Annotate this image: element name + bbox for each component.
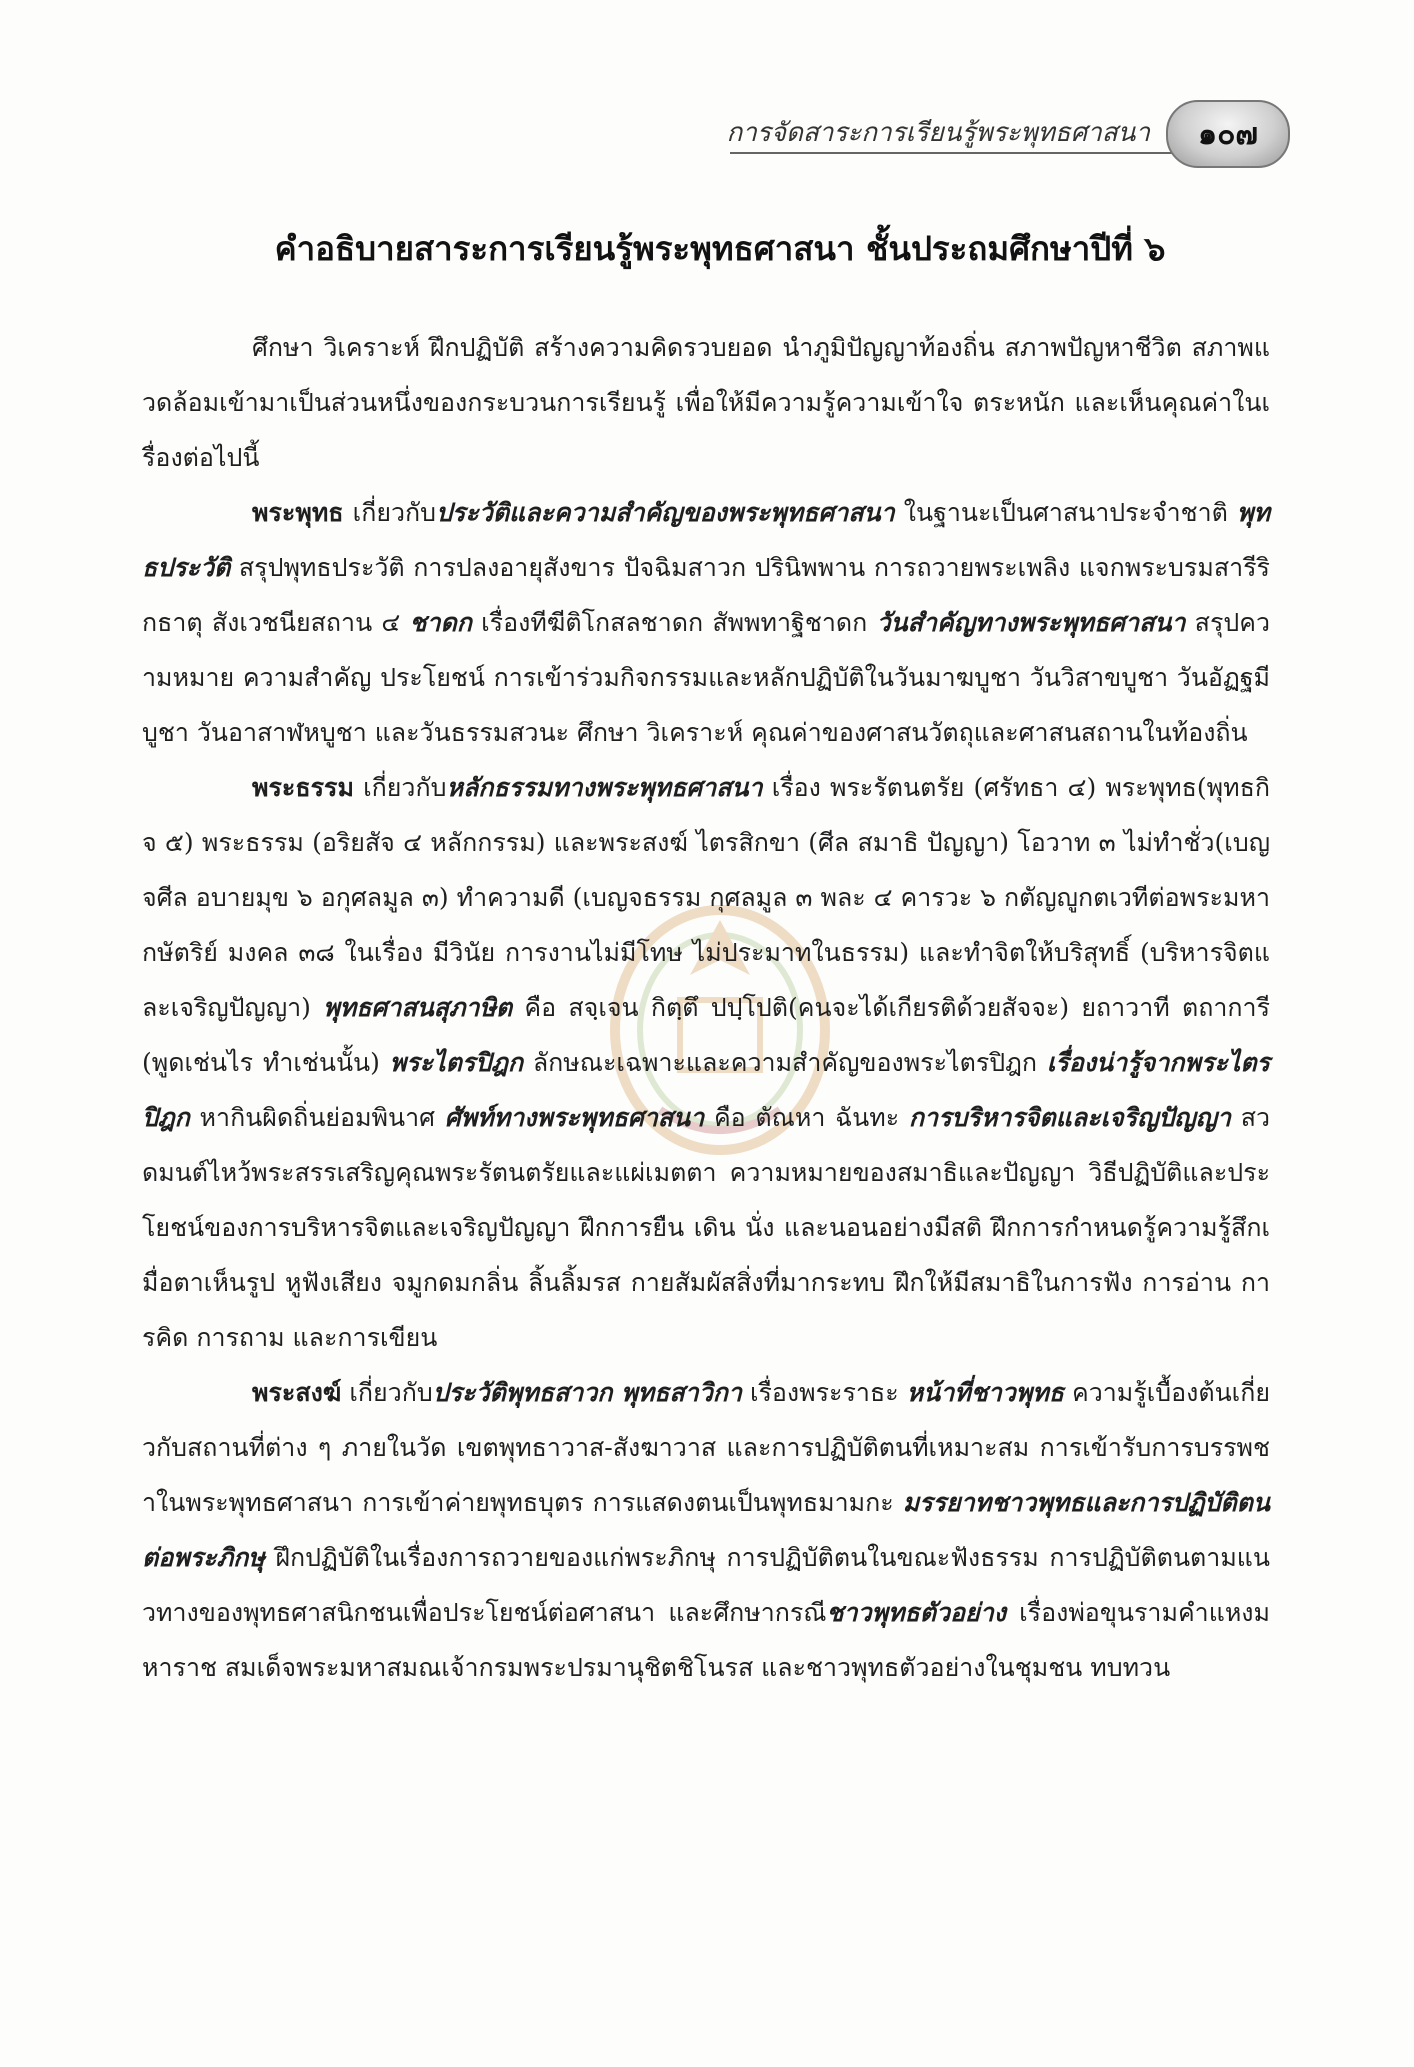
emphasis-term: เรื่องน่ารู้จากพระไตรปิฎก <box>142 1048 1270 1132</box>
emphasis-term: ชาดก <box>409 608 472 637</box>
text-run: คือ สจฺเจน กิตฺตึ ปปฺโปติ(คนจะได้เกียรติด้วยสัจจะ) ยถาวาที ตถาการี (พูดเช่นไร ทำเช่นนั้น) <box>142 993 1271 1077</box>
text-run: สวดมนต์ไหว้พระสรรเสริญคุณพระรัตนตรัยและแผ่เมตตา ความหมายของสมาธิและปัญญา วิธีปฏิบัติและประโยชน์ของการบริหารจิตและเจริญปัญญา ฝึกการยืน เดิน นั่ง และนอนอย่างมีสติ ฝึกการกำหนดรู้ความรู้สึกเมื่อตาเห็นรูป หูฟังเสียง จมูกดมกลิ่น ลิ้นลิ้มรส กายสัมผัสสิ่งที่มากระทบ ฝึกให้มีสมาธิในการฟัง การอ่าน การคิด การถาม และการเขียน <box>142 1103 1271 1352</box>
text-run: เกี่ยวกับ <box>343 498 437 527</box>
emphasis-term: พุทธประวัติ <box>142 498 1270 582</box>
page-title: คำอธิบายสาระการเรียนรู้พระพุทธศาสนา ชั้นประถมศึกษาปีที่ ๖ <box>274 229 1166 268</box>
emphasis-term: พุทธศาสนสุภาษิต <box>323 993 513 1022</box>
text-run: ในฐานะเป็นศาสนาประจำชาติ <box>894 498 1238 527</box>
text-run: เกี่ยวกับ <box>353 773 447 802</box>
emphasis-term: พระไตรปิฎก <box>389 1048 524 1077</box>
emphasis-term: หลักธรรมทางพระพุทธศาสนา <box>446 773 763 802</box>
emphasis-term: วันสำคัญทางพระพุทธศาสนา <box>876 608 1186 637</box>
text-run: ลักษณะเฉพาะและความสำคัญของพระไตรปิฎก <box>523 1048 1047 1077</box>
paragraph-sangha <box>142 1365 1270 1695</box>
emphasis-term: ชาวพุทธตัวอย่าง <box>826 1598 1006 1627</box>
term-label: พระธรรม <box>252 773 354 802</box>
emphasis-term: ประวัติพุทธสาวก พุทธสาวิกา <box>432 1378 742 1407</box>
paragraph-buddha <box>142 485 1270 760</box>
text-run: เรื่องพ่อขุนรามคำแหงมหาราช สมเด็จพระมหาสมณเจ้ากรมพระปรมานุชิตชิโนรส และชาวพุทธตัวอย่างในชุมชน ทบทวน <box>142 1598 1270 1682</box>
emphasis-term: ประวัติและความสำคัญของพระพุทธศาสนา <box>436 498 895 527</box>
text-run: เรื่องทีฆีติโกสลชาดก สัพพทาฐิชาดก <box>471 608 877 637</box>
page-number-badge <box>1166 100 1290 168</box>
text-run: ฝึกปฏิบัติในเรื่องการถวายของแก่พระภิกษุ การปฏิบัติตนในขณะฟังธรรม การปฏิบัติตนตามแนวทางของพุทธศาสนิกชนเพื่อประโยชน์ต่อศาสนา และศึกษากรณี <box>142 1543 1270 1627</box>
emphasis-term: หน้าที่ชาวพุทธ <box>906 1378 1064 1407</box>
emphasis-term: มรรยาทชาวพุทธและการปฏิบัติตนต่อพระภิกษุ <box>142 1488 1270 1572</box>
intro-paragraph: ศึกษา วิเคราะห์ ฝึกปฏิบัติ สร้างความคิดรวบยอด นำภูมิปัญญาท้องถิ่น สภาพปัญหาชีวิต สภาพแวดล้อมเข้ามาเป็นส่วนหนึ่งของกระบวนการเรียนรู้ เพื่อให้มีความรู้ความเข้าใจ ตระหนัก และเห็นคุณค่าในเรื่องต่อไปนี้ <box>142 333 1270 472</box>
text-run: เกี่ยวกับ <box>341 1378 433 1407</box>
term-label: พระพุทธ <box>252 498 344 527</box>
emphasis-term: การบริหารจิตและเจริญปัญญา <box>908 1103 1231 1132</box>
document-body <box>142 320 1270 1695</box>
paragraph-dhamma <box>142 760 1270 1365</box>
running-header <box>150 100 1290 170</box>
running-title: การจัดสาระการเรียนรู้พระพุทธศาสนา <box>726 118 1150 148</box>
text-run: สรุปความหมาย ความสำคัญ ประโยชน์ การเข้าร่วมกิจกรรมและหลักปฏิบัติในวันมาฆบูชา วันวิสาขบูชา วันอัฏฐมีบูชา วันอาสาฬหบูชา และวันธรรมสวนะ ศึกษา วิเคราะห์ คุณค่าของศาสนวัตถุและศาสนสถานในท้องถิ่น <box>142 608 1270 747</box>
header-rule <box>730 152 1230 154</box>
term-label: พระสงฆ์ <box>252 1378 342 1407</box>
text-run: เรื่องพระราธะ <box>741 1378 907 1407</box>
text-run: ความรู้เบื้องต้นเกี่ยวกับสถานที่ต่าง ๆ ภายในวัด เขตพุทธาวาส-สังฆาวาส และการปฏิบัติตนที่เหมาะสม การเข้ารับการบรรพชาในพระพุทธศาสนา การเข้าค่ายพุทธบุตร การแสดงตนเป็นพุทธมามกะ <box>142 1378 1271 1517</box>
text-run: สรุปพุทธประวัติ การปลงอายุสังขาร ปัจฉิมสาวก ปรินิพพาน การถวายพระเพลิง แจกพระบรมสารีริกธาตุ สังเวชนียสถาน ๔ <box>142 553 1270 637</box>
emphasis-term: ศัพท์ทางพระพุทธศาสนา <box>444 1103 705 1132</box>
page-number: ๑๐๗ <box>1198 116 1258 152</box>
text-run: หากินผิดถิ่นย่อมพินาศ <box>189 1103 445 1132</box>
text-run: เรื่อง พระรัตนตรัย (ศรัทธา ๔) พระพุทธ(พุทธกิจ ๕) พระธรรม (อริยสัจ ๔ หลักกรรม) และพระสงฆ์ ไตรสิกขา (ศีล สมาธิ ปัญญา) โอวาท ๓ ไม่ทำชั่ว(เบญจศีล อบายมุข ๖ อกุศลมูล ๓) ทำความดี (เบญจธรรม กุศลมูล ๓ พละ ๔ คารวะ ๖ กตัญญูกตเวทีต่อพระมหากษัตริย์ มงคล ๓๘ ในเรื่อง มีวินัย การงานไม่มีโทษ ไม่ประมาทในธรรม) และทำจิตให้บริสุทธิ์ (บริหารจิตและเจริญปัญญา) <box>142 773 1270 1022</box>
text-run: คือ ตัณหา ฉันทะ <box>704 1103 909 1132</box>
